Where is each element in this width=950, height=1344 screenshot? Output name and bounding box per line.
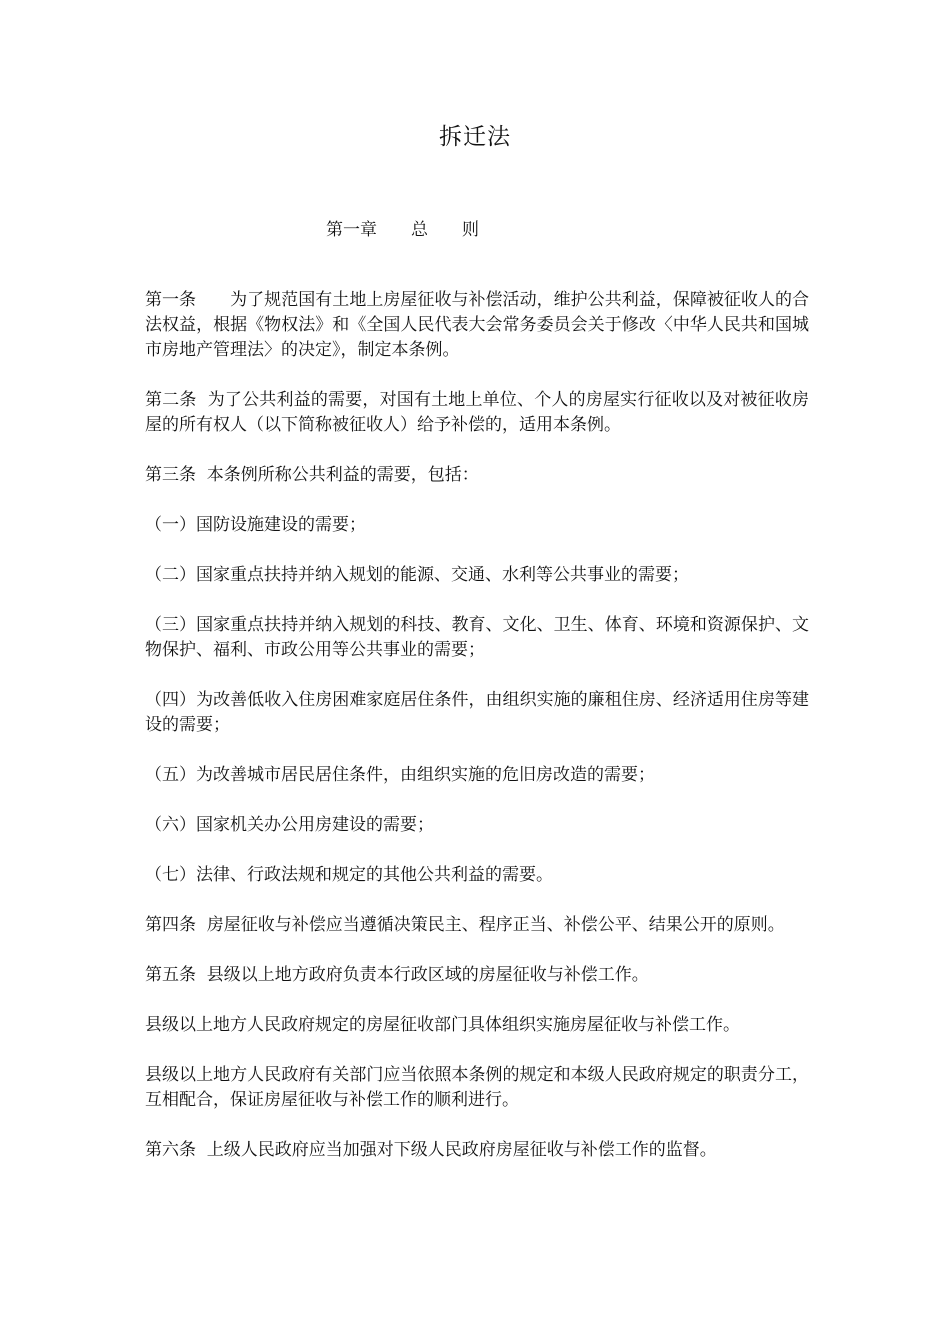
article-3-paragraph: 第三条 本条例所称公共利益的需要，包括： xyxy=(145,465,479,485)
list-item-6: （六）国家机关办公用房建设的需要； xyxy=(145,815,434,835)
article-4-paragraph: 第四条 房屋征收与补偿应当遵循决策民主、程序正当、补偿公平、结果公开的原则。 xyxy=(145,915,785,935)
article-5-clause-3: 县级以上地方人民政府有关部门应当依照本条例的规定和本级人民政府规定的职责分工，互相配合，保证房屋征收与补偿工作的顺利进行。 xyxy=(145,1065,809,1110)
document-title: 拆迁法 xyxy=(439,124,511,150)
article-5-paragraph: 第五条 县级以上地方政府负责本行政区域的房屋征收与补偿工作。 xyxy=(145,965,649,985)
article-1-paragraph: 第一条 为了规范国有土地上房屋征收与补偿活动，维护公共利益，保障被征收人的合法权益，根据《物权法》和《全国人民代表大会常务委员会关于修改〈中华人民共和国城市房地产管理法〉的决定》，制定本条例。 xyxy=(145,290,809,360)
article-2-paragraph: 第二条 为了公共利益的需要，对国有土地上单位、个人的房屋实行征收以及对被征收房屋的所有权人（以下简称被征收人）给予补偿的，适用本条例。 xyxy=(145,390,809,435)
list-item-4: （四）为改善低收入住房困难家庭居住条件，由组织实施的廉租住房、经济适用住房等建设的需要； xyxy=(145,690,809,735)
list-item-1: （一）国防设施建设的需要； xyxy=(145,515,366,535)
list-item-7: （七）法律、行政法规和规定的其他公共利益的需要。 xyxy=(145,865,553,885)
chapter-heading: 第一章 总 则 xyxy=(326,220,479,240)
list-item-5: （五）为改善城市居民居住条件，由组织实施的危旧房改造的需要； xyxy=(145,765,655,785)
article-6-paragraph: 第六条 上级人民政府应当加强对下级人民政府房屋征收与补偿工作的监督。 xyxy=(145,1140,717,1160)
list-item-3: （三）国家重点扶持并纳入规划的科技、教育、文化、卫生、体育、环境和资源保护、文物保护、福利、市政公用等公共事业的需要； xyxy=(145,615,809,660)
list-item-2: （二）国家重点扶持并纳入规划的能源、交通、水利等公共事业的需要； xyxy=(145,565,689,585)
document-body xyxy=(145,288,809,1188)
article-5-clause-2: 县级以上地方人民政府规定的房屋征收部门具体组织实施房屋征收与补偿工作。 xyxy=(145,1015,740,1035)
